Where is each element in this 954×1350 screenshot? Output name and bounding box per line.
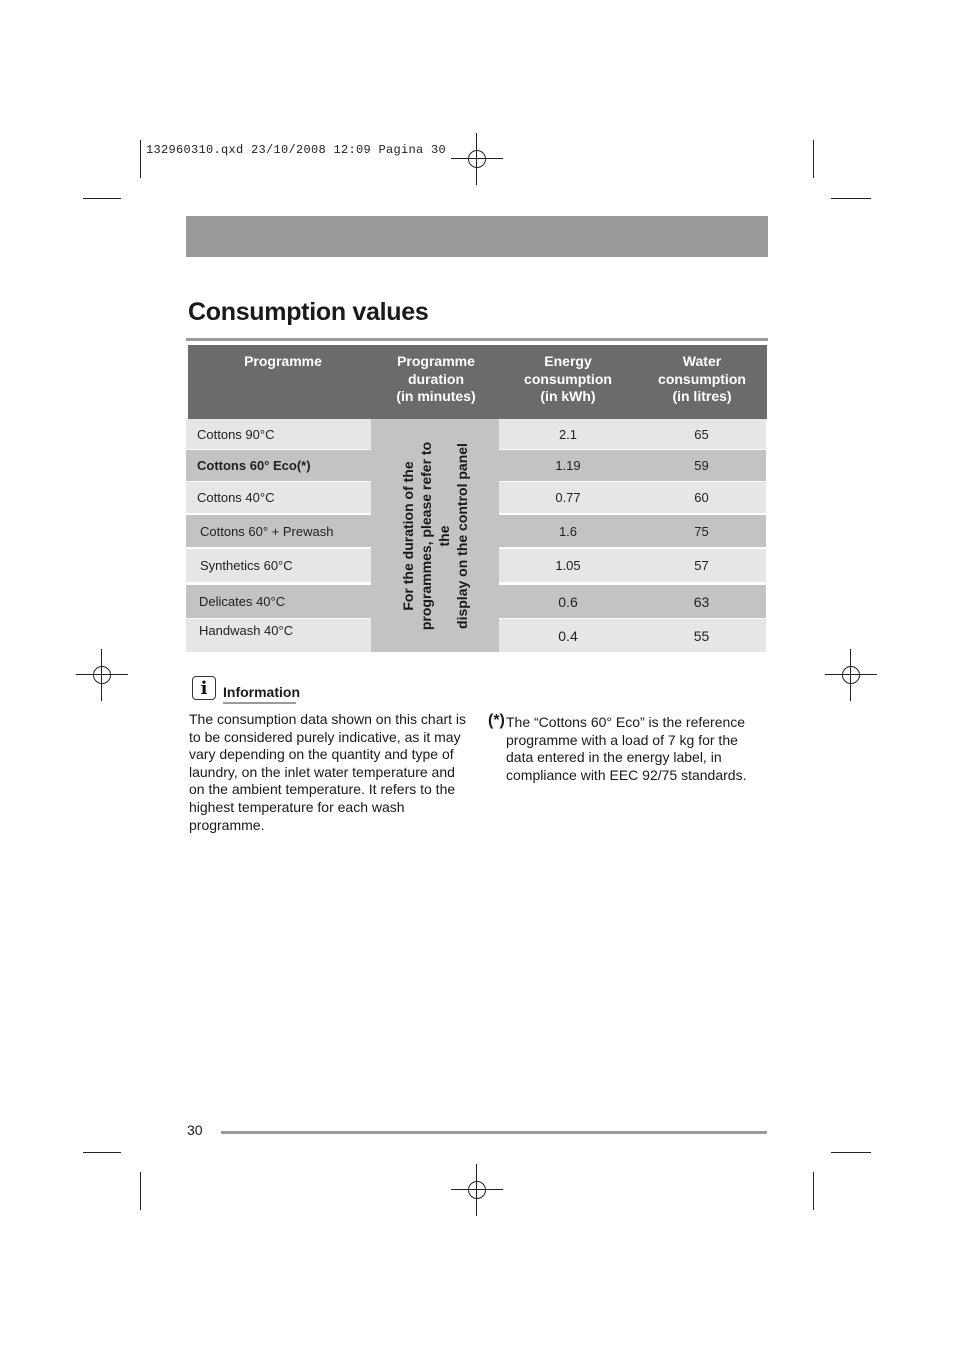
table-header — [188, 345, 767, 419]
page-number: 30 — [187, 1122, 203, 1138]
header-programme: Programme — [244, 353, 322, 369]
footnote-text: The “Cottons 60° Eco” is the reference programme with a load of 7 kg for the data entered in the energy label, in compliance with EEC 92/75 standards. — [506, 714, 747, 783]
duration-column — [371, 419, 499, 652]
registration-mark-icon — [837, 661, 865, 689]
crop-mark — [140, 140, 141, 178]
crop-mark — [83, 198, 121, 199]
programme-name: Cottons 60° + Prewash — [200, 523, 334, 539]
duration-note: For the duration of the programmes, please refer to the display on the control panel — [400, 441, 470, 630]
crop-mark — [140, 1172, 141, 1210]
title-divider — [186, 338, 768, 341]
crop-mark — [813, 140, 814, 178]
header-duration: Programme duration (in minutes) — [396, 353, 476, 404]
energy-value: 0.4 — [558, 627, 578, 644]
energy-value: 0.77 — [555, 490, 581, 505]
water-value: 59 — [694, 458, 709, 473]
programme-name: Cottons 60° Eco(*) — [197, 458, 311, 473]
crop-mark — [831, 198, 871, 199]
programme-name: Synthetics 60°C — [200, 558, 293, 573]
water-value: 60 — [694, 490, 709, 505]
programme-name: Handwash 40°C — [199, 623, 294, 638]
programme-name: Cottons 90°C — [197, 426, 275, 442]
water-value: 65 — [694, 426, 709, 442]
water-value: 63 — [693, 593, 710, 610]
footnote-marker: (*) — [488, 712, 505, 729]
registration-mark-icon — [88, 661, 116, 689]
information-underline — [223, 702, 296, 704]
energy-value: 1.19 — [555, 458, 581, 473]
energy-value: 1.6 — [558, 523, 578, 539]
water-value: 57 — [694, 558, 709, 573]
information-heading: Information — [223, 684, 300, 700]
energy-value: 1.05 — [555, 558, 581, 573]
header-energy: Energy consumption (in kWh) — [524, 353, 612, 404]
registration-mark-icon — [463, 1176, 491, 1204]
header-water: Water consumption (in litres) — [658, 353, 746, 404]
registration-mark-icon — [463, 145, 491, 173]
info-icon: i — [192, 676, 216, 700]
header-band — [186, 216, 768, 257]
programme-name: Delicates 40°C — [199, 594, 286, 609]
information-text: The consumption data shown on this chart is to be considered purely indicative, as it may vary depending on the quantity and type of laundry, on the inlet water temperature and on the ambient temperature. It refers to the highest temperature for each wash programme. — [189, 711, 467, 833]
crop-mark — [813, 1172, 814, 1210]
page-title: Consumption values — [188, 298, 429, 326]
crop-mark — [83, 1152, 121, 1153]
water-value: 75 — [694, 523, 709, 539]
energy-value: 2.1 — [558, 426, 578, 442]
crop-mark — [831, 1152, 871, 1153]
footer-rule — [221, 1131, 767, 1134]
energy-value: 0.6 — [558, 593, 578, 610]
water-value: 55 — [693, 627, 710, 644]
print-slug: 132960310.qxd 23/10/2008 12:09 Pagina 30 — [146, 143, 447, 157]
programme-name: Cottons 40°C — [197, 490, 275, 505]
